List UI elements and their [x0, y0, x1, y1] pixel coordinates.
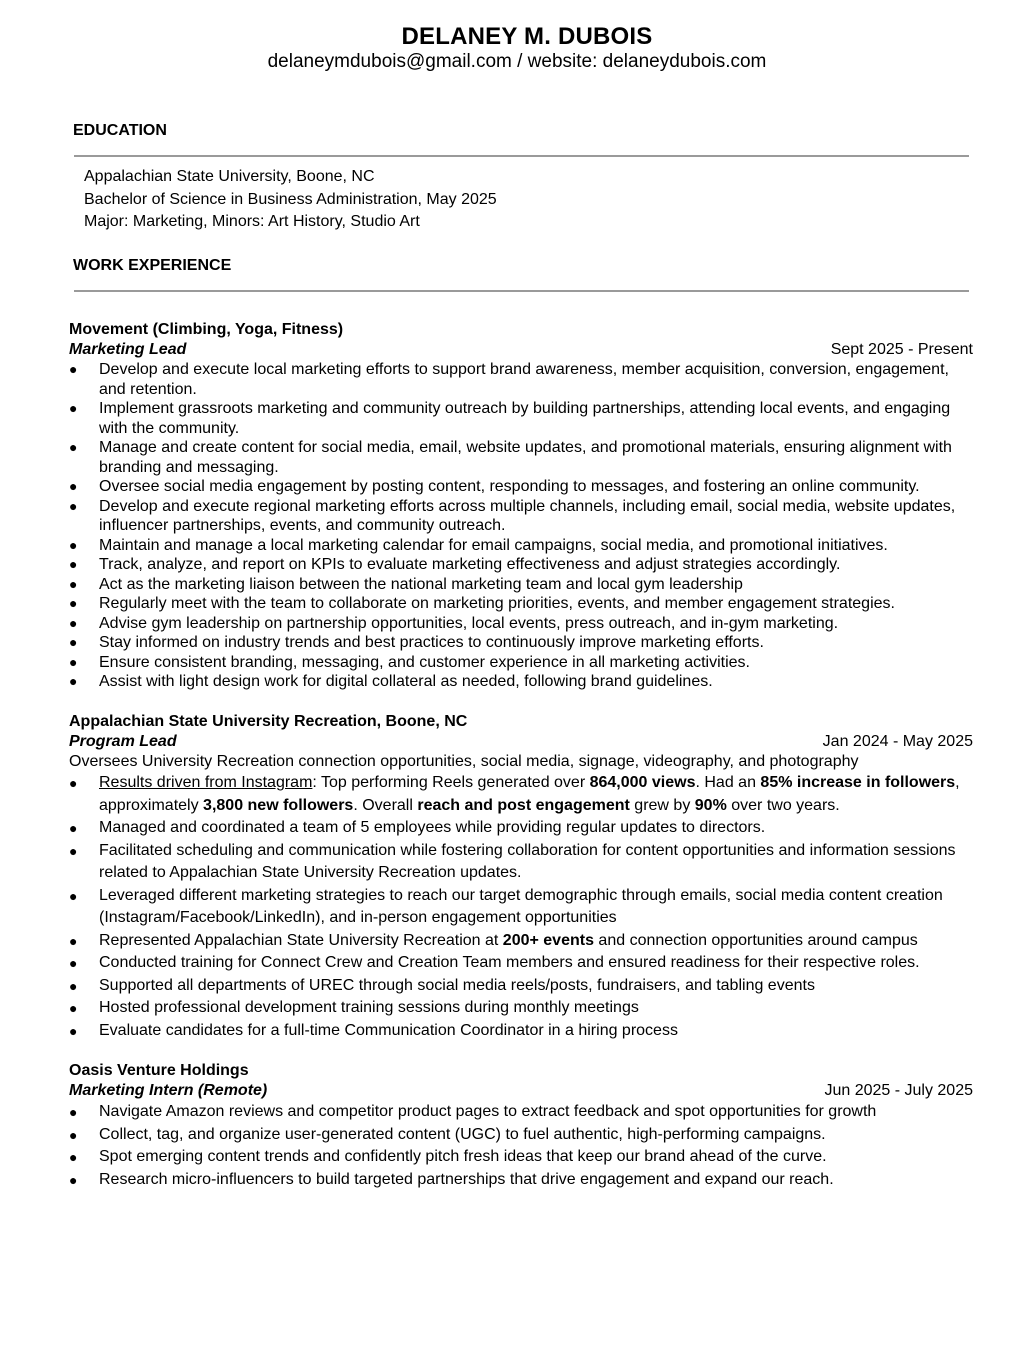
list-item: ● Hosted professional development training sessions during monthly meetings [69, 999, 639, 1016]
list-item: ● Develop and execute local marketing efforts to support brand awareness, member acquisition, conversion, engagement, and retention. [69, 361, 949, 398]
list-item: ● Act as the marketing liaison between the national marketing team and local gym leadership [69, 575, 743, 593]
list-item: ● Implement grassroots marketing and community outreach by building partnerships, attending local events, and engaging with the community. [69, 400, 951, 437]
job-role: Marketing Intern (Remote) [69, 1082, 268, 1099]
list-item: ● Ensure consistent branding, messaging, and customer experience in all marketing activities. [69, 653, 750, 671]
job-organization: Oasis Venture Holdings [69, 1062, 249, 1079]
work-heading: WORK EXPERIENCE [73, 257, 232, 274]
list-item: ● Evaluate candidates for a full-time Communication Coordinator in a hiring process [69, 1021, 678, 1039]
list-item: ● Regularly meet with the team to collaborate on marketing priorities, events, and member engagement strategies. [69, 595, 895, 612]
job-dates: Jan 2024 - May 2025 [822, 733, 973, 750]
job-app-state-rec [69, 712, 973, 1042]
job-organization: Appalachian State University Recreation, Boone, NC [69, 713, 468, 730]
list-item: ● Spot emerging content trends and confidently pitch fresh ideas that keep our brand ahead of the curve. [69, 1148, 827, 1165]
list-item: ● Leveraged different marketing strategies to reach our target demographic through emails, social media content creation (Instagram/Facebook/LinkedIn), and in-person engagement opportunities [69, 886, 943, 926]
list-item: ● Navigate Amazon reviews and competitor product pages to extract feedback and spot opportunities for growth [69, 1103, 877, 1120]
job-role: Program Lead [69, 733, 177, 750]
education-major: Major: Marketing, Minors: Art History, Studio Art [84, 213, 420, 230]
list-item: ● Facilitated scheduling and communication while fostering collaboration for content opportunities and information sessions related to Appalachian State University Recreation updates. [69, 841, 956, 881]
job-organization: Movement (Climbing, Yoga, Fitness) [69, 321, 344, 338]
education-heading: EDUCATION [73, 122, 167, 139]
list-item: ● Oversee social media engagement by posting content, responding to messages, and fostering an online community. [69, 478, 920, 495]
list-item: ● Results driven from Instagram: Top performing Reels generated over 864,000 views. Had an 85% increase in followers, approximately 3,800 new followers. Overall reach and post engagement grew by 90% over two years. [69, 774, 960, 814]
list-item: ● Represented Appalachian State University Recreation at 200+ events and connection opportunities around campus [69, 931, 918, 949]
list-item: ● Stay informed on industry trends and best practices to continuously improve marketing efforts. [69, 634, 764, 651]
education-school: Appalachian State University, Boone, NC [84, 168, 375, 185]
contact-line: delaneymdubois@gmail.com / website: delaneydubois.com [267, 51, 767, 72]
list-item: ● Manage and create content for social media, email, website updates, and promotional materials, ensuring alignment with branding and messaging. [69, 439, 952, 476]
job-bullets [69, 1101, 973, 1191]
list-item: ● Conducted training for Connect Crew and Creation Team members and ensured readiness for their respective roles. [69, 954, 920, 971]
candidate-name: DELANEY M. DUBOIS [401, 23, 653, 50]
job-dates: Jun 2025 - July 2025 [824, 1082, 973, 1099]
job-dates: Sept 2025 - Present [830, 341, 973, 358]
job-movement [69, 320, 973, 692]
work-divider [74, 290, 969, 292]
list-item: ● Maintain and manage a local marketing calendar for email campaigns, social media, and promotional initiatives. [69, 536, 888, 554]
job-bullets [69, 360, 973, 692]
job-role: Marketing Lead [69, 341, 187, 358]
job-summary: Oversees University Recreation connection opportunities, social media, signage, videography, and photography [69, 753, 859, 770]
list-item: ● Research micro-influencers to build targeted partnerships that drive engagement and expand our reach. [69, 1170, 834, 1188]
education-divider [74, 155, 969, 157]
job-oasis [69, 1061, 973, 1191]
list-item: ● Managed and coordinated a team of 5 employees while providing regular updates to directors. [69, 819, 766, 836]
list-item: ● Advise gym leadership on partnership opportunities, local events, press outreach, and in-gym marketing. [69, 614, 839, 632]
list-item: ● Supported all departments of UREC through social media reels/posts, fundraisers, and tabling events [69, 976, 815, 994]
education-block [84, 166, 497, 234]
instagram-results-label: Results driven from Instagram [99, 774, 313, 791]
list-item: ● Collect, tag, and organize user-generated content (UGC) to fuel authentic, high-performing campaigns. [69, 1125, 826, 1143]
job-bullets [69, 772, 973, 1042]
list-item: ● Assist with light design work for digital collateral as needed, following brand guidelines. [69, 673, 713, 690]
list-item: ● Develop and execute regional marketing efforts across multiple channels, including email, social media, website updates, influencer partnerships, events, and community outreach. [69, 497, 956, 534]
education-degree: Bachelor of Science in Business Administration, May 2025 [84, 190, 497, 208]
list-item: ● Track, analyze, and report on KPIs to evaluate marketing effectiveness and adjust strategies accordingly. [69, 556, 841, 573]
